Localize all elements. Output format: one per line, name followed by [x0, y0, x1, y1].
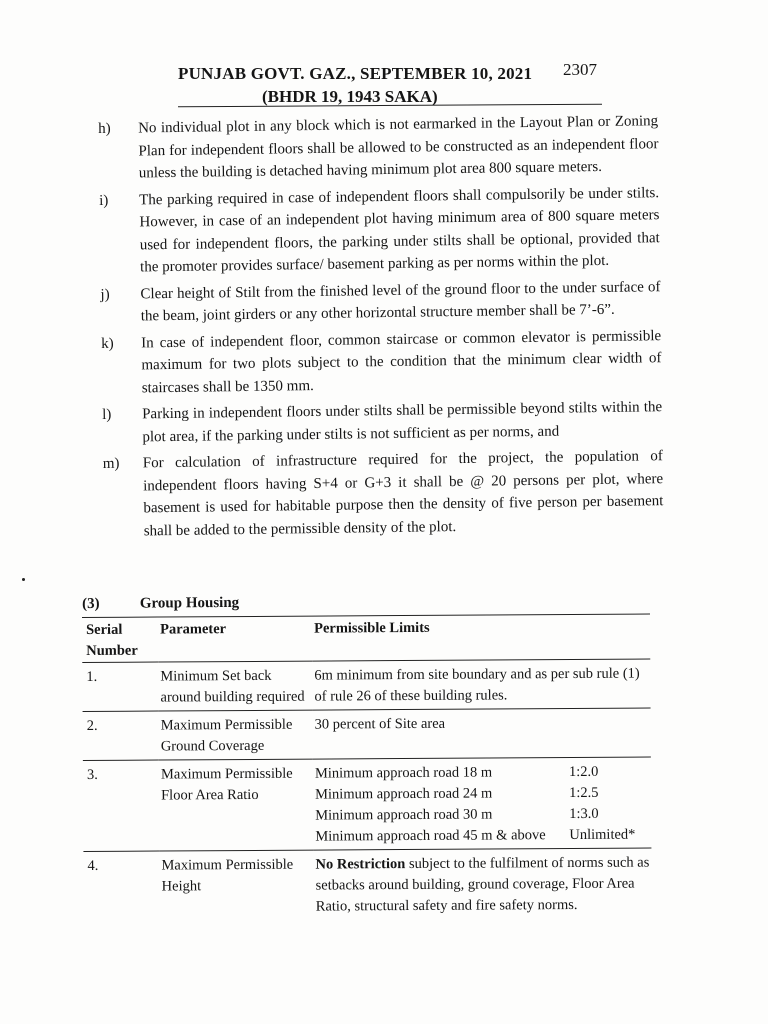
far-limits — [313, 757, 652, 850]
row-serial: 1. — [82, 662, 158, 711]
table-row — [83, 757, 652, 851]
header-serial: Serial Number — [82, 617, 158, 662]
row-parameter: Maximum Permissible Ground Coverage — [159, 710, 313, 760]
clause-marker: i) — [99, 192, 109, 209]
clause-m — [103, 445, 664, 543]
clause-l — [102, 396, 663, 449]
table-row — [82, 659, 650, 711]
far-road: Minimum approach road 30 m — [315, 806, 493, 824]
clause-marker: l) — [102, 406, 112, 423]
gazette-title: PUNJAB GOVT. GAZ., SEPTEMBER 10, 2021 — [178, 64, 533, 83]
row-limit: 6m minimum from site boundary and as per sub rule (1) of rule 26 of these building rules. — [312, 659, 650, 710]
row-serial: 3. — [83, 760, 160, 851]
table-row — [83, 848, 651, 921]
clause-h — [98, 110, 659, 185]
far-road: Minimum approach road 45 m & above — [315, 827, 546, 845]
clause-text: For calculation of infrastructure required for the project, the population of independent floors having S+4 or G+3 it shall be @ 20 persons per plot, where basement is used for habitable purpose then the density of five person per basement shall be added to the permissible density of the plot. — [142, 448, 664, 539]
clause-j — [100, 276, 661, 329]
clause-text: The parking required in case of independent floors shall compulsorily be under stilts. However, in case of an independent plot having minimum area of 800 square meters used for independent floors, the parking under stilts shall be optional, provided that the promoter provides surface/ basement parking as per norms within the plot. — [139, 184, 660, 276]
page-number: 2307 — [563, 60, 597, 79]
clause-i — [99, 182, 660, 280]
far-ratio: 1:2.5 — [569, 784, 599, 802]
clause-marker: m) — [102, 455, 120, 472]
far-ratio: 1:2.0 — [568, 763, 599, 781]
row-parameter: Minimum Set back around building required — [158, 661, 312, 711]
gazette-subtitle: (BHDR 19, 1943 SAKA) — [262, 87, 438, 106]
clause-text: No individual plot in any block which is not earmarked in the Layout Plan or Zoning Plan for independent floors shall be allowed to be constructed as an independent floor unless the building is detached having minimum plot area 800 square meters. — [138, 113, 659, 182]
header-parameter: Parameter — [158, 616, 312, 662]
far-road: Minimum approach road 24 m — [315, 785, 493, 803]
row-limit: 30 percent of Site area — [313, 708, 651, 759]
clause-text: Parking in independent floors under stilts shall be permissible beyond stilts within the plot area, if the parking under stilts is not sufficient as per norms, and — [142, 399, 663, 445]
far-ratio: 1:3.0 — [569, 805, 599, 823]
limit-emphasis: No Restriction — [315, 856, 406, 873]
clause-text: In case of independent floor, common staircase or common elevator is permissible maximum for two plots subject to the condition that the minimum clear width of staircases shall be 1350 mm. — [141, 327, 662, 396]
clause-marker: j) — [100, 286, 110, 303]
margin-dot — [22, 578, 25, 581]
section-number: (3) — [82, 595, 100, 612]
section-heading — [82, 592, 652, 613]
limit-rest: subject to the fulfilment of norms such as setbacks around building, ground coverage, Floor Area Ratio, structural safety and fire safety norms. — [315, 854, 650, 915]
clause-k — [101, 325, 662, 400]
clause-marker: h) — [98, 120, 111, 137]
header-limits: Permissible Limits — [312, 614, 650, 661]
far-road: Minimum approach road 18 m — [314, 764, 493, 782]
section-title: Group Housing — [139, 594, 240, 612]
table-row — [83, 708, 651, 760]
row-limit — [313, 848, 651, 920]
row-parameter: Maximum Permissible Floor Area Ratio — [159, 759, 314, 851]
row-serial: 2. — [83, 711, 159, 760]
limits-table — [82, 614, 652, 921]
group-housing-table — [82, 614, 652, 921]
clause-marker: k) — [101, 335, 114, 352]
table-header-row — [82, 614, 650, 662]
clause-text: Clear height of Stilt from the finished level of the ground floor to the under surface of the beam, joint girders or any other horizontal structure member shall be 7’-6”. — [140, 278, 661, 325]
clause-list — [98, 110, 664, 547]
row-parameter: Maximum Permissible Height — [159, 850, 313, 920]
far-ratio: Unlimited* — [569, 826, 636, 844]
row-serial: 4. — [83, 851, 159, 921]
